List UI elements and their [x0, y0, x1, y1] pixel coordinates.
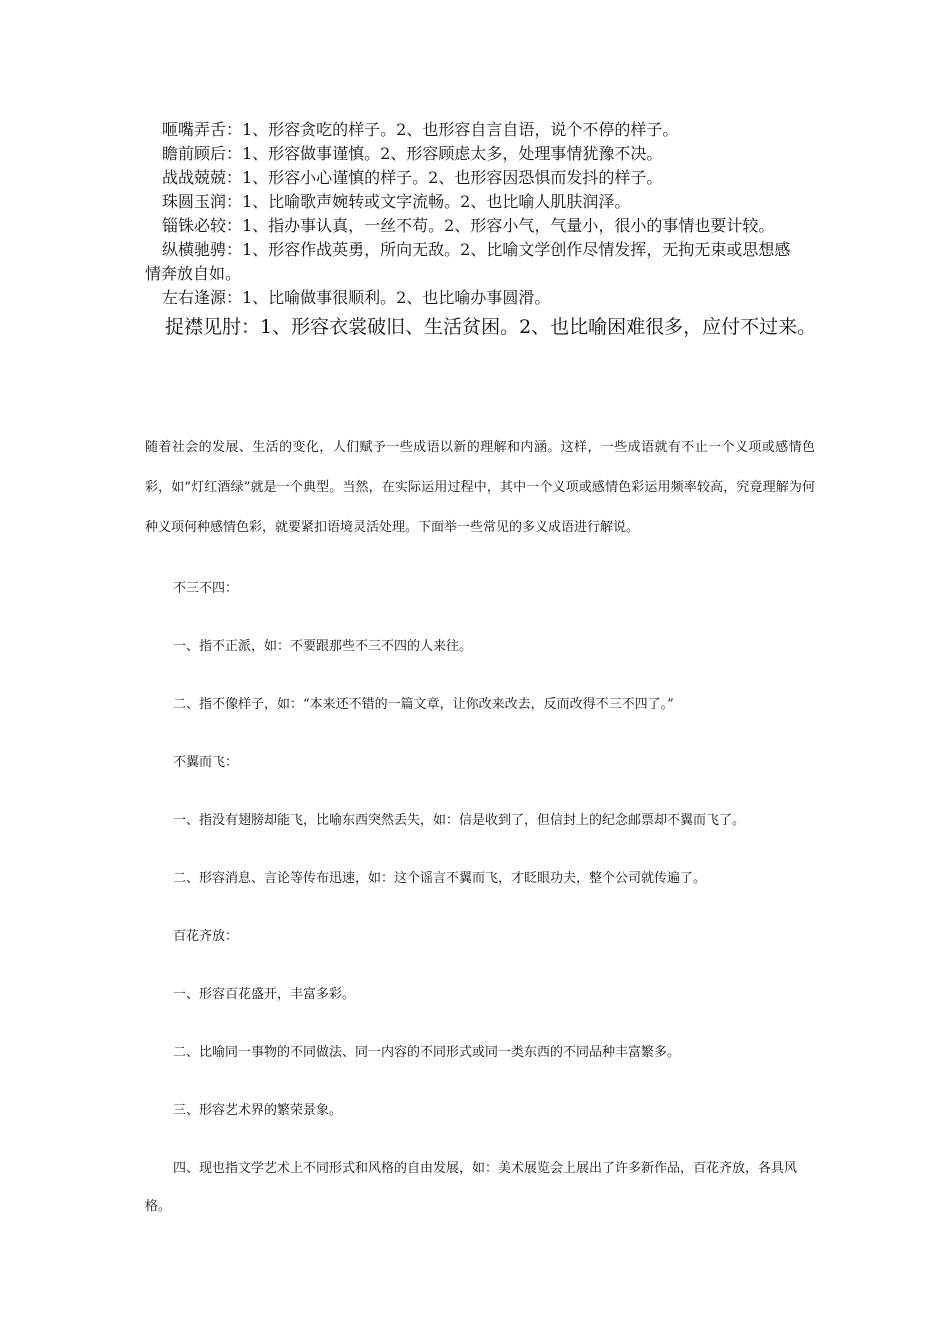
idiom-sense: 四、现也指文学艺术上不同形式和风格的自由发展，如：美术展览会上展出了许多新作品，百花齐放，各具风格。: [145, 1161, 798, 1214]
idiom-sense: 二、比喻同一事物的不同做法、同一内容的不同形式或同一类东西的不同品种丰富繁多。: [173, 1045, 681, 1060]
essay-intro-paragraph: 随着社会的发展、生活的变化，人们赋予一些成语以新的理解和内涵。这样，一些成语就有不止一个义项或感情色彩，如“灯红酒绿”就是一个典型。当然，在实际运用过程中，其中一个义项或感情色彩运用频率较高，究竟理解为何种义项何种感情色彩，就要紧扣语境灵活处理。下面举一些常见的多义成语进行解说。: [145, 440, 815, 535]
polysemous-idioms-essay: [145, 428, 815, 1226]
idiom-sense: 二、形容消息、言论等传布迅速，如：这个谣言不翼而飞，才眨眼功夫，整个公司就传遍了。: [173, 871, 707, 886]
idiom-definition-list: [145, 118, 815, 342]
idiom-entry: 纵横驰骋：1、形容作战英勇，所向无敌。2、比喻文学创作尽情发挥，无拘无束或思想感情奔放自如。: [145, 240, 791, 283]
idiom-entry: 捉襟见肘：1、形容衣裳破旧、生活贫困。2、也比喻困难很多，应付不过来。: [165, 316, 817, 338]
idiom-entry: 战战兢兢：1、形容小心谨慎的样子。2、也形容因恐惧而发抖的样子。: [162, 168, 663, 187]
idiom-entry: 左右逢源：1、比喻做事很顺利。2、也比喻办事圆滑。: [162, 288, 551, 307]
idiom-heading: 不三不四：: [173, 581, 239, 596]
idiom-sense: 一、指不正派，如：不要跟那些不三不四的人来往。: [173, 639, 473, 654]
idiom-sense: 一、指没有翅膀却能飞，比喻东西突然丢失，如：信是收到了，但信封上的纪念邮票却不翼而飞了。: [173, 813, 746, 828]
idiom-sense: 一、形容百花盛开，丰富多彩。: [173, 987, 356, 1002]
idiom-entry: 锱铢必较：1、指办事认真，一丝不苟。2、形容小气，气量小，很小的事情也要计较。: [162, 216, 775, 235]
idiom-sense: 二、指不像样子，如：“本来还不错的一篇文章，让你改来改去，反而改得不三不四了。”: [173, 697, 674, 712]
idiom-heading: 百花齐放：: [173, 929, 239, 944]
idiom-heading: 不翼而飞：: [173, 755, 239, 770]
idiom-entry: 咂嘴弄舌：1、形容贪吃的样子。2、也形容自言自语，说个不停的样子。: [162, 120, 679, 139]
idiom-sense: 三、形容艺术界的繁荣景象。: [173, 1103, 343, 1118]
idiom-entry: 瞻前顾后：1、形容做事谨慎。2、形容顾虑太多，处理事情犹豫不决。: [162, 144, 663, 163]
idiom-entry: 珠圆玉润：1、比喻歌声婉转或文字流畅。2、也比喻人肌肤润泽。: [162, 192, 631, 211]
